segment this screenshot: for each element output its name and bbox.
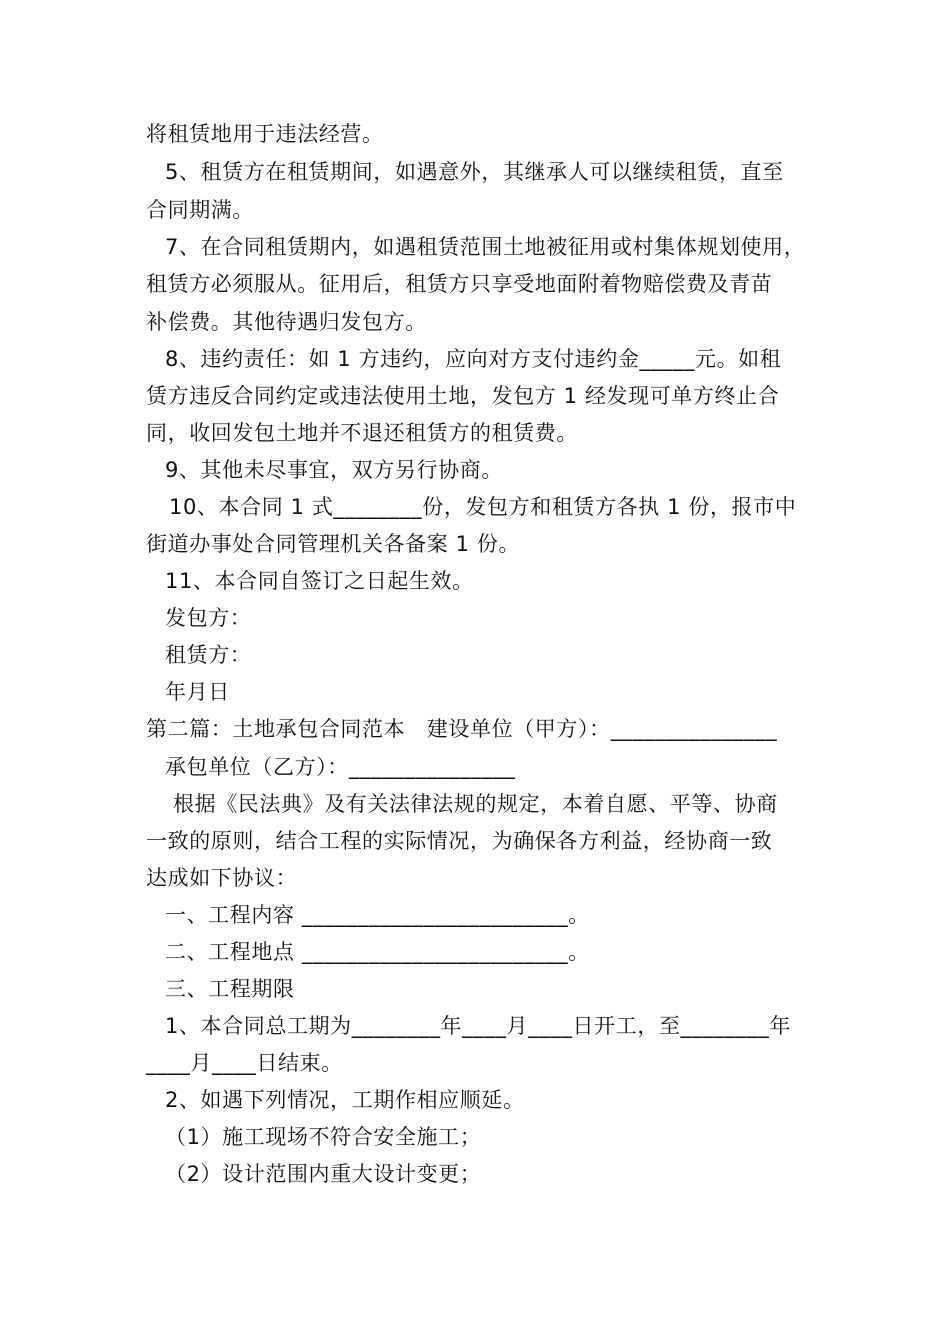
clause-10: 10、本合同 1 式________份，发包方和租赁方各执 1 份，报市中 xyxy=(169,495,797,519)
clause-7: 7、在合同租赁期内，如遇租赁范围土地被征用或村集体规划使用， xyxy=(165,235,806,259)
item-project-period: 三、工程期限 xyxy=(165,977,295,1001)
paragraph-line: 根据《民法典》及有关法律法规的规定，本着自愿、平等、协商 xyxy=(173,792,778,816)
section-heading: 第二篇：土地承包合同范本 建设单位（甲方）：_______________ xyxy=(146,717,778,741)
paragraph-line: ____月____日结束。 xyxy=(146,1051,343,1075)
clause-2-extension: 2、如遇下列情况，工期作相应顺延。 xyxy=(165,1088,525,1112)
paragraph-line: 租赁方必须服从。征用后，租赁方只享受地面附着物赔偿费及青苗 xyxy=(146,272,773,296)
paragraph-line: 赁方违反合同约定或违法使用土地，发包方 1 经发现可单方终止合 xyxy=(146,384,780,408)
subclause-1: （1）施工现场不符合安全施工； xyxy=(165,1125,482,1149)
paragraph-line: 合同期满。 xyxy=(146,198,254,222)
party-b-line: 承包单位（乙方）：_______________ xyxy=(165,755,516,779)
paragraph-line: 补偿费。其他待遇归发包方。 xyxy=(146,310,427,334)
clause-1-period: 1、本合同总工期为________年____月____日开工，至________年 xyxy=(165,1014,791,1038)
signature-contractor: 发包方： xyxy=(165,606,252,630)
clause-8: 8、违约责任：如 1 方违约，应向对方支付违约金_____元。如租 xyxy=(165,347,782,371)
paragraph-line: 将租赁地用于违法经营。 xyxy=(146,122,384,146)
paragraph-line: 达成如下协议： xyxy=(146,866,298,890)
clause-5: 5、租赁方在租赁期间，如遇意外，其继承人可以继续租赁，直至 xyxy=(165,160,784,184)
item-project-content: 一、工程内容 ________________________。 xyxy=(165,903,590,927)
paragraph-line: 同，收回发包土地并不退还租赁方的租赁费。 xyxy=(146,421,578,445)
subclause-2: （2）设计范围内重大设计变更； xyxy=(165,1162,482,1186)
clause-9: 9、其他未尽事宜，双方另行协商。 xyxy=(165,458,503,482)
signature-lessee: 租赁方： xyxy=(165,643,252,667)
paragraph-line: 街道办事处合同管理机关各备案 1 份。 xyxy=(146,532,521,556)
paragraph-line: 一致的原则，结合工程的实际情况，为确保各方利益，经协商一致 xyxy=(146,829,773,853)
clause-11: 11、本合同自签订之日起生效。 xyxy=(165,569,474,593)
item-project-location: 二、工程地点 ________________________。 xyxy=(165,940,590,964)
signature-date: 年月日 xyxy=(165,680,230,704)
